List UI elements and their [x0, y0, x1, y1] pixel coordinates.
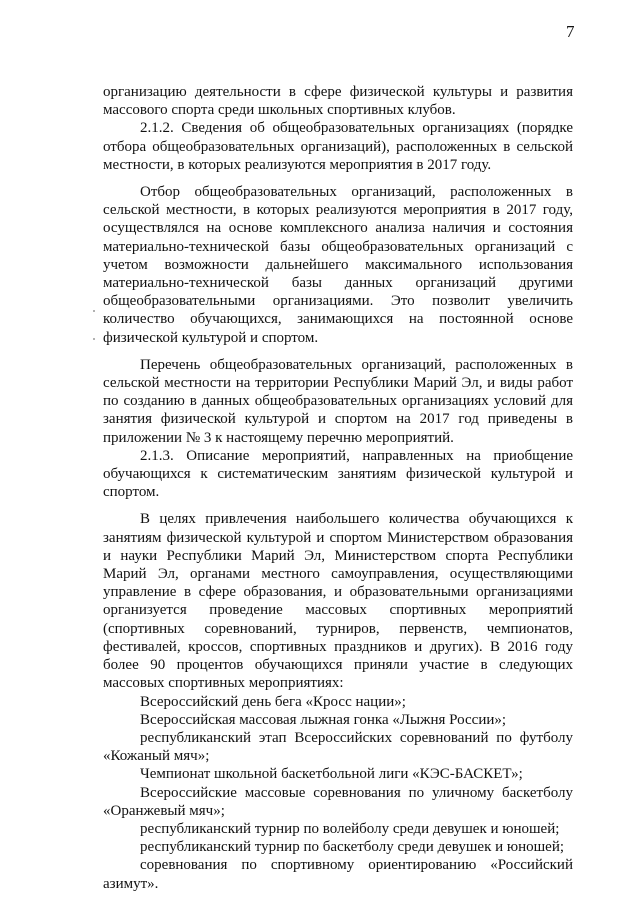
page-number: 7 — [566, 22, 575, 41]
scan-speck — [93, 338, 95, 340]
list-item-event: Всероссийский день бега «Кросс нации»; — [140, 693, 406, 710]
scan-speck — [93, 310, 95, 312]
list-item-event: Всероссийские массовые соревнования по уличному баскетболу «Оранжевый мяч»; — [103, 784, 573, 819]
paragraph-organizations-list-reference: Перечень общеобразовательных организаций, расположенных в сельской местности на территории Республики Марий Эл, и виды работ по созданию в данных общеобразовательных организациях условий для занятия физической культурой и спортом на 2017 год приведены в приложении № 3 к настоящему перечню мероприятий. — [103, 356, 573, 446]
list-item-event: Чемпионат школьной баскетбольной лиги «КЭС-БАСКЕТ»; — [140, 766, 523, 783]
paragraph-section-2-1-2-heading: 2.1.2. Сведения об общеобразовательных организациях (порядке отбора общеобразовательных организаций), расположенных в сельской местности, в которых реализуются мероприятия в 2017 году. — [103, 120, 573, 173]
paragraph-section-2-1-3-heading: 2.1.3. Описание мероприятий, направленных на приобщение обучающихся к систематическим занятиям физической культурой и спортом. — [103, 447, 573, 501]
list-item-event: республиканский турнир по баскетболу среди девушек и юношей; — [140, 839, 565, 856]
list-item-event: республиканский этап Всероссийских соревнований по футболу «Кожаный мяч»; — [103, 729, 573, 765]
paragraph-mass-sports-events-intro: В целях привлечения наибольшего количества обучающихся к занятиям физической культурой и спортом Министерством образования и науки Республики Марий Эл, Министерством спорта Республики Марий Эл, органами местного самоуправления, осуществляющими управление в сфере образования, и образовательными организациями организуется проведение массовых спортивных мероприятий (спортивных соревнований, турниров, первенств, чемпионатов, фестивалей, кроссов, спортивных праздников и других). В 2016 году более 90 процентов обучающихся приняли участие в следующих массовых спортивных мероприятиях: — [103, 511, 573, 692]
document-body — [103, 83, 573, 893]
paragraph-selection-procedure: Отбор общеобразовательных организаций, расположенных в сельской местности, в которых реализуются мероприятия в 2017 году, осуществлялся на основе комплексного анализа наличия и состояния материально-технической базы общеобразовательных организаций с учетом возможности дальнейшего максимального использования материально-технической базы данных организаций другими общеобразовательными организациями. Это позволит увеличить количество обучающихся, занимающихся на постоянной основе физической культурой и спортом. — [103, 184, 573, 346]
list-item-event: Всероссийская массовая лыжная гонка «Лыжня России»; — [140, 711, 507, 728]
list-item-event: республиканский турнир по волейболу среди девушек и юношей; — [140, 820, 560, 837]
paragraph-continuation: организацию деятельности в сфере физической культуры и развития массового спорта среди школьных спортивных клубов. — [103, 84, 573, 119]
list-item-event: соревнования по спортивному ориентированию «Российский азимут». — [103, 857, 573, 892]
